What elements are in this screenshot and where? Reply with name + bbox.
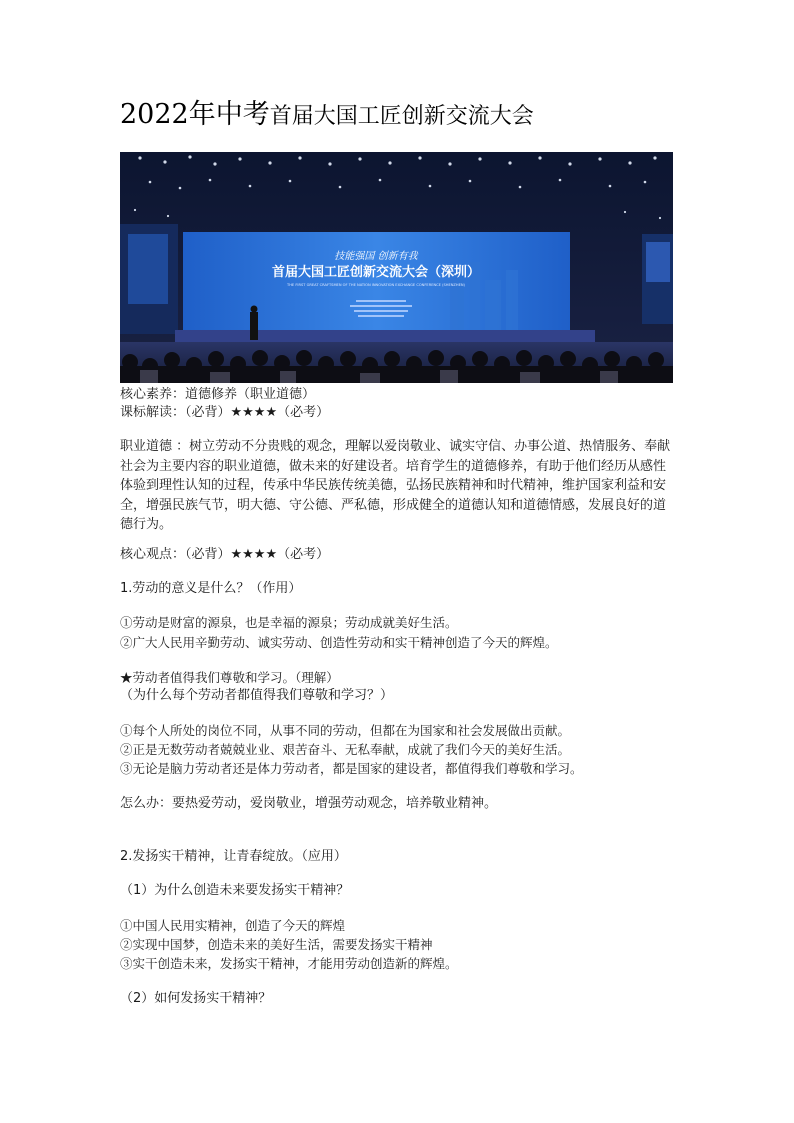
q2-1-answer-1: ①中国人民用实精神，创造了今天的辉煌 (120, 918, 346, 933)
banner-subtitle: THE FIRST GREAT CRAFTSMEN OF THE NATION INNOVATION EXCHANGE CONFERENCE (SHENZHEN) (287, 283, 465, 287)
star-answer-1: ①每个人所处的岗位不同，从事不同的劳动，但都在为国家和社会发展做出贡献。 (120, 723, 571, 738)
banner-slogan: 技能强国 创新有我 (334, 251, 418, 262)
q2-1-answer-2: ②实现中国梦，创造未来的美好生活，需要发扬实干精神 (120, 937, 433, 952)
star-question: （为什么每个劳动者都值得我们尊敬和学习？） (120, 688, 394, 703)
banner-title: 首届大国工匠创新交流大会（深圳） (271, 265, 481, 280)
core-literacy-line: 核心素养：道德修养（职业道德） (120, 387, 316, 402)
star-point: ★劳动者值得我们尊敬和学习。（理解） (120, 670, 339, 685)
q2-1-answer-3: ③实干创造未来，发扬实干精神，才能用劳动创造新的辉煌。 (120, 956, 458, 971)
question-2-1: （1）为什么创造未来要发扬实干精神？ (120, 883, 350, 898)
core-view-line: 核心观点：（必背）★★★★（必考） (120, 547, 330, 562)
conference-photo (120, 152, 673, 383)
document-title (120, 101, 534, 128)
title-main: 2022年中考 (120, 99, 270, 130)
question-1: 1.劳动的意义是什么？（作用） (120, 581, 302, 596)
title-sub: 首届大国工匠创新交流大会 (269, 104, 534, 129)
q1-answer-1: ①劳动是财富的源泉，也是幸福的源泉；劳动成就美好生活。 (120, 615, 458, 630)
vocational-ethics-paragraph: 职业道德 ：树立劳动不分贵贱的观念，理解以爱岗敬业、诚实守信、办事公道、热情服务、奉献社会为主要内容的职业道德，做未来的好建设者。培育学生的道德修养，有助于他们经历从感性体验到理性认知的过程，传承中华民族传统美德，弘扬民族精神和时代精神，维护国家利益和安全，增强民族气节，明大德、守公德、严私德，形成健全的道德认知和道德情感，发展良好的道德行为。 (120, 439, 671, 532)
curriculum-line: 课标解读：（必背）★★★★（必考） (120, 405, 330, 420)
q1-answer-2: ②广大人民用辛勤劳动、诚实劳动、创造性劳动和实干精神创造了今天的辉煌。 (120, 635, 558, 650)
question-2-2: （2）如何发扬实干精神？ (120, 991, 272, 1006)
star-answer-3: ③无论是脑力劳动者还是体力劳动者，都是国家的建设者，都值得我们尊敬和学习。 (120, 761, 583, 776)
star-answer-2: ②正是无数劳动者兢兢业业、艰苦奋斗、无私奉献，成就了我们今天的美好生活。 (120, 742, 571, 757)
question-2: 2.发扬实干精神，让青春绽放。（应用） (120, 849, 347, 864)
how-to-line: 怎么办：要热爱劳动，爱岗敬业，增强劳动观念，培养敬业精神。 (120, 796, 498, 811)
